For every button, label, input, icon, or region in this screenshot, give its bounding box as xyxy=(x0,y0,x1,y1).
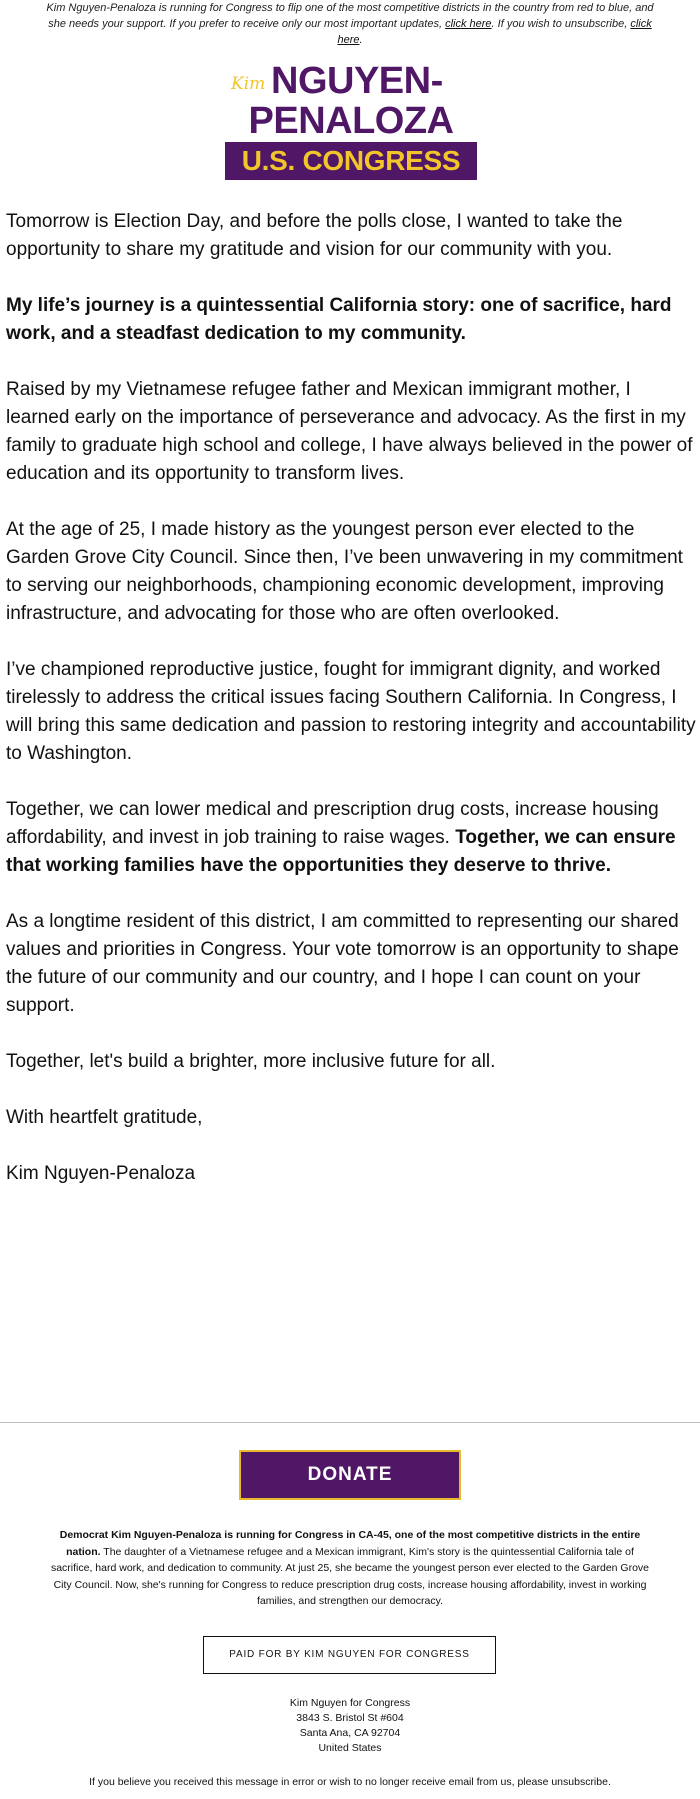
unsubscribe-link-top[interactable]: click here xyxy=(337,18,652,46)
address-city: Santa Ana, CA 92704 xyxy=(299,1727,401,1739)
campaign-logo xyxy=(225,62,477,180)
important-updates-link[interactable]: click here xyxy=(445,18,492,30)
address-org: Kim Nguyen for Congress xyxy=(289,1697,411,1709)
preheader-text: Kim Nguyen-Penaloza is running for Congress to flip one of the most competitive districts in the country from red to blue, and she needs your support. If you prefer to receive only our most important updates, xyxy=(46,2,654,30)
logo-script-name: Kim xyxy=(231,74,266,94)
sign-off: With heartfelt gratitude, xyxy=(6,1107,203,1128)
logo-surname-1: NGUYEN- xyxy=(271,60,443,102)
disclaimer-bold: Democrat Kim Nguyen-Penaloza is running for Congress in CA-45, one of the most competitive districts in the entire nation. xyxy=(59,1529,641,1558)
donate-button[interactable]: DONATE xyxy=(239,1450,461,1500)
agenda-text: Together, we can lower medical and prescription drug costs, increase housing affordability, and invest in job training to raise wages. xyxy=(6,799,659,848)
paid-for-box: PAID FOR BY KIM NGUYEN FOR CONGRESS xyxy=(203,1636,496,1674)
paragraph-commitment: As a longtime resident of this district, I am committed to representing our shared values and priorities in Congress. Your vote tomorrow is an opportunity to shape the future of our community and our country, and I hope I can count on your support. xyxy=(6,911,679,1016)
paragraph-history: At the age of 25, I made history as the youngest person ever elected to the Garden Grove City Council. Since then, I’ve been unwavering in my commitment to serving our neighborhoods, championing economic development, improving infrastructure, and advocating for those who are often overlooked. xyxy=(6,519,683,624)
address-street: 3843 S. Bristol St #604 xyxy=(296,1712,404,1724)
footer-disclaimer xyxy=(50,1527,650,1610)
footer-divider xyxy=(0,1422,700,1423)
paragraph-story-headline xyxy=(6,292,696,348)
paragraph-agenda xyxy=(6,796,696,880)
paragraph-background: Raised by my Vietnamese refugee father and Mexican immigrant mother, I learned early on the importance of perseverance and advocacy. As the first in my family to graduate high school and college, I have always believed in the power of education and its opportunity to transform lives. xyxy=(6,379,693,484)
address-country: United States xyxy=(318,1742,382,1754)
paragraph-closing: Together, let's build a brighter, more inclusive future for all. xyxy=(6,1051,496,1072)
paragraph-record: I’ve championed reproductive justice, fought for immigrant dignity, and worked tirelessly to address the critical issues facing Southern California. In Congress, I will bring this same dedication and passion to restoring integrity and accountability to Washington. xyxy=(6,659,696,764)
signature-name: Kim Nguyen-Penaloza xyxy=(6,1163,196,1184)
agenda-bold: Together, we can ensure that working families have the opportunities they deserve to thrive. xyxy=(6,827,676,876)
mailing-address xyxy=(200,1696,500,1756)
logo-surname-2: PENALOZA xyxy=(248,100,454,142)
preheader xyxy=(40,0,660,48)
logo-office-bar: U.S. CONGRESS xyxy=(225,142,477,180)
disclaimer-text: The daughter of a Vietnamese refugee and a Mexican immigrant, Kim's story is the quintessential California tale of sacrifice, hard work, and dedication to community. At just 25, she became the youngest person ever elected to the Garden Grove City Council. Now, she's running for Congress to reduce prescription drug costs, increase housing affordability, invest in working families, and strengthen our democracy. xyxy=(50,1545,650,1607)
story-headline-bold: My life’s journey is a quintessential California story: one of sacrifice, hard work, and a steadfast dedication to my community. xyxy=(6,295,672,344)
preheader-middle: . If you wish to unsubscribe, xyxy=(491,18,631,30)
paragraph-intro: Tomorrow is Election Day, and before the polls close, I wanted to take the opportunity to share my gratitude and vision for our community with you. xyxy=(6,211,623,260)
preheader-end: . xyxy=(359,34,363,46)
email-body xyxy=(6,208,696,1216)
unsubscribe-notice: If you believe you received this message in error or wish to no longer receive email from us, please unsubscribe. xyxy=(89,1776,611,1788)
